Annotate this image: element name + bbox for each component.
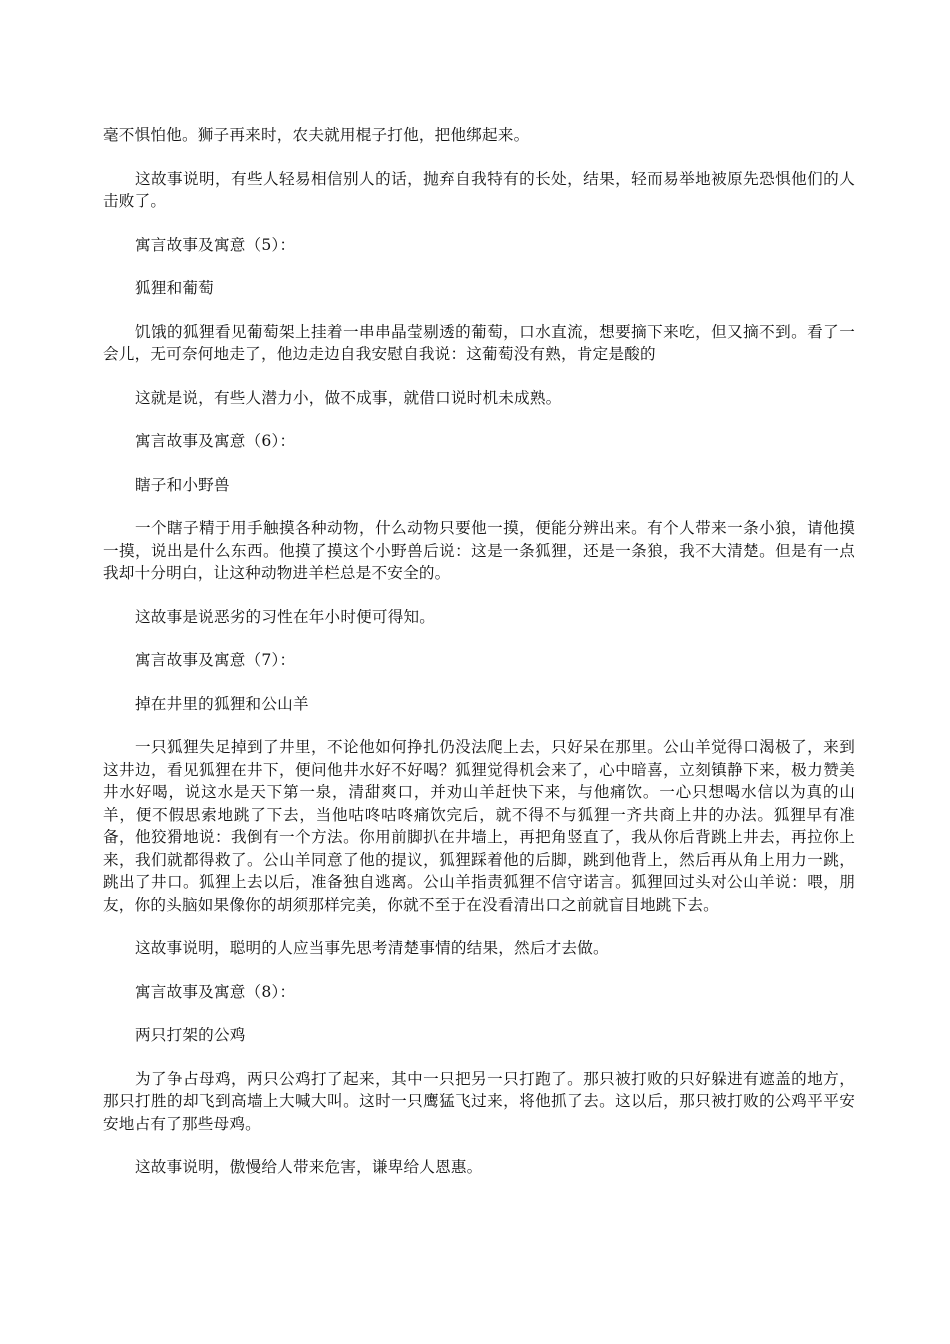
document-page bbox=[103, 124, 855, 1200]
section-heading-8: 寓言故事及寓意（8）： bbox=[135, 982, 296, 1001]
story-moral-8: 这故事说明，傲慢给人带来危害，谦卑给人恩惠。 bbox=[135, 1158, 483, 1176]
section-heading-6: 寓言故事及寓意（6）： bbox=[135, 432, 296, 450]
story-title-8: 两只打架的公鸡 bbox=[135, 1026, 246, 1044]
story-title-5: 狐狸和葡萄 bbox=[135, 279, 214, 297]
story-moral-5: 这就是说，有些人潜力小，做不成事，就借口说时机未成熟。 bbox=[135, 388, 562, 407]
section-heading-5: 寓言故事及寓意（5）： bbox=[135, 235, 296, 254]
story-body-6: 一个瞎子精于用手触摸各种动物，什么动物只要他一摸，便能分辨出来。有个人带来一条小狼，请他摸一摸，说出是什么东西。他摸了摸这个小野兽后说：这是一条狐狸，还是一条狼，我不大清楚。但是有一点我却十分明白，让这种动物进羊栏总是不安全的。 bbox=[103, 519, 855, 582]
paragraph-moral-4: 这故事说明，有些人轻易相信别人的话，抛弃自我特有的长处，结果，轻而易举地被原先恐惧他们的人击败了。 bbox=[103, 169, 855, 210]
story-body-8: 为了争占母鸡，两只公鸡打了起来，其中一只把另一只打跑了。那只被打败的只好躲进有遮盖的地方，那只打胜的却飞到高墙上大喊大叫。这时一只鹰猛飞过来，将他抓了去。这以后，那只被打败的公鸡平平安安地占有了那些母鸡。 bbox=[103, 1069, 855, 1133]
story-body-7: 一只狐狸失足掉到了井里，不论他如何挣扎仍没法爬上去，只好呆在那里。公山羊觉得口渴极了，来到这井边，看见狐狸在井下，便问他井水好不好喝？狐狸觉得机会来了，心中暗喜，立刻镇静下来，极力赞美井水好喝，说这水是天下第一泉，清甜爽口，并劝山羊赶快下来，与他痛饮。一心只想喝水信以为真的山羊，便不假思索地跳了下去，当他咕咚咕咚痛饮完后，就不得不与狐狸一齐共商上井的办法。狐狸早有准备，他狡猾地说：我倒有一个方法。你用前脚扒在井墙上，再把角竖直了，我从你后背跳上井去，再拉你上来，我们就都得救了。公山羊同意了他的提议，狐狸踩着他的后脚，跳到他背上，然后再从角上用力一跳，跳出了井口。狐狸上去以后，准备独自逃离。公山羊指责狐狸不信守诺言。狐狸回过头对公山羊说：喂，朋友，你的头脑如果像你的胡须那样完美，你就不至于在没看清出口之前就盲目地跳下去。 bbox=[103, 738, 855, 914]
paragraph-continuation: 毫不惧怕他。狮子再来时，农夫就用棍子打他，把他绑起来。 bbox=[103, 126, 530, 144]
section-heading-7: 寓言故事及寓意（7）： bbox=[135, 651, 296, 669]
story-body-5: 饥饿的狐狸看见葡萄架上挂着一串串晶莹剔透的葡萄，口水直流，想要摘下来吃，但又摘不到。看了一会儿，无可奈何地走了，他边走边自我安慰自我说：这葡萄没有熟，肯定是酸的 bbox=[103, 322, 855, 363]
story-moral-7: 这故事说明，聪明的人应当事先思考清楚事情的结果，然后才去做。 bbox=[135, 939, 609, 957]
story-title-7: 掉在井里的狐狸和公山羊 bbox=[135, 694, 309, 713]
story-title-6: 瞎子和小野兽 bbox=[135, 475, 230, 494]
story-moral-6: 这故事是说恶劣的习性在年小时便可得知。 bbox=[135, 607, 436, 626]
